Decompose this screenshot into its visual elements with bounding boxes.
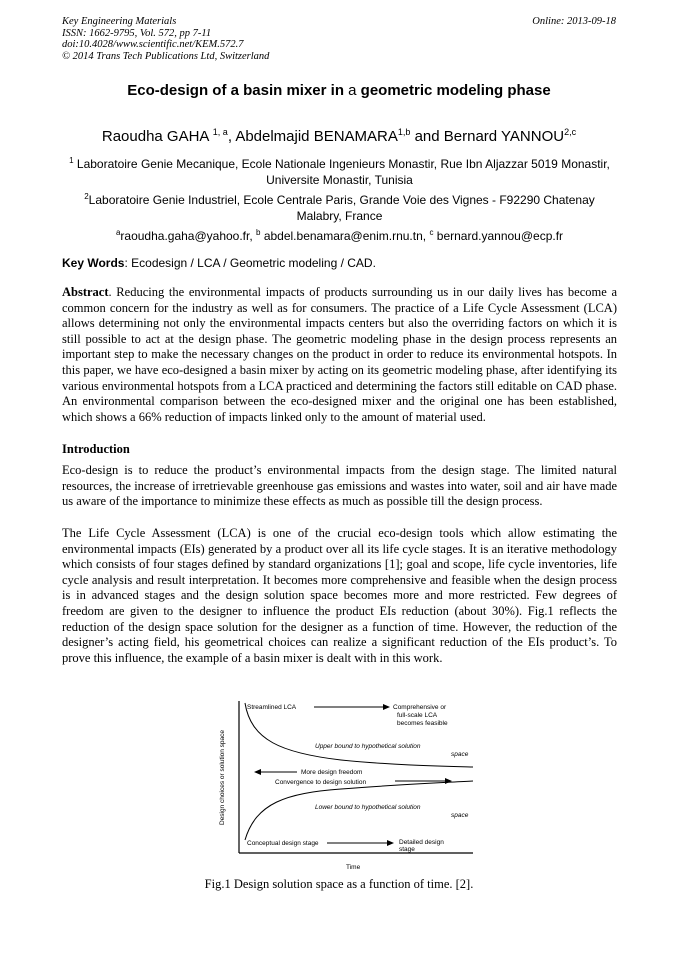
abstract (62, 285, 617, 425)
x-axis-label: Time (346, 864, 361, 871)
figure-1 (211, 695, 481, 873)
intro-paragraph-2: The Life Cycle Assessment (LCA) is one of the crucial eco-design tools which allow estimating the environmental impacts (EIs) generated by a product over all its life cycle stages. It is an iterative methodology which consists of four stages defined by standard organizations [1]; goal and scope, life cycle inventories, life cycle analysis and result interpretation. It becomes more comprehensive and feasible when the design process is in advanced stages and the design solution space becomes more and more restricted. Few degrees of freedom are given to the designer to influence the product EIs reduction (about 30%). Fig.1 reflects the reduction of the design space solution for the designer as a function of time. However, the reduction of the designer’s acting field, his geometrical choices can realize a significant reduction of the EIs product’s. To prove this influence, the example of a basin mixer is dealt with in this work. (62, 526, 617, 665)
copyright: © 2014 Trans Tech Publications Ltd, Switzerland (62, 50, 270, 62)
y-axis-label: Design choices or solution space (219, 729, 226, 825)
email-1[interactable]: raoudha.gaha@yahoo.fr, (120, 229, 257, 243)
journal-name: Key Engineering Materials (62, 16, 177, 27)
abstract-label: Abstract (62, 285, 109, 299)
affiliation-2 (62, 189, 617, 224)
email-2-sup: b (256, 228, 261, 237)
affiliation-1-sup: 1 (69, 156, 74, 165)
detailed-stage-label-2: stage (399, 846, 415, 853)
lower-bound-label-2: space (451, 812, 469, 819)
title-part-3: geometric modeling phase (360, 82, 551, 99)
keywords (62, 255, 617, 271)
upper-bound-curve (245, 703, 473, 767)
author-2-sup: 1,b (397, 127, 411, 137)
title-part-2: a (348, 82, 357, 99)
upper-bound-label-2: space (451, 751, 469, 758)
abstract-text: . Reducing the environmental impacts of products surrounding us in our daily lives has become a common concern for the industry as well as for consumers. The practice of a Life Cycle Assessment (LCA) allows determining not only the environmental impacts centers but also the overriding factors on which it is still possible to act at the design phase. The geometric modeling phase in the design process represents an important step to make the necessary changes on the product in order to reduce its environmental hotspots. In this paper, we have eco-designed a basin mixer by acting on its geometric modeling phase, after identifying its various environmental hotspots from a LCA practiced and determining the factors still editable on CAD phase. An environmental comparison between the eco-designed mixer and the original one has been established, which shows a 66% reduction of impacts linked only to the amount of material used. (62, 285, 617, 424)
email-3-sup: c (429, 228, 434, 237)
affiliation-2-text: Laboratoire Genie Industriel, Ecole Centrale Paris, Grande Voie des Vignes - F92290 Chatenay Malabry, France (88, 193, 595, 223)
comprehensive-label-2: full-scale LCA (397, 712, 438, 719)
author-3: and Bernard YANNOU (410, 128, 565, 145)
design-space-diagram (211, 695, 481, 873)
email-2[interactable]: abdel.benamara@enim.rnu.tn, (260, 229, 430, 243)
affiliation-1 (62, 153, 617, 188)
online-date: Online: 2013-09-18 (532, 16, 616, 27)
comprehensive-label-1: Comprehensive or (393, 704, 447, 711)
title-part-1: Eco-design of a basin mixer in (127, 82, 344, 99)
keywords-label: Key Words (62, 256, 125, 270)
email-line (62, 225, 617, 244)
figure-caption: Fig.1 Design solution space as a function of time. [2]. (204, 877, 474, 891)
author-2: , Abdelmajid BENAMARA (227, 128, 398, 145)
author-3-sup: 2,c (564, 127, 577, 137)
affiliation-1-text: Laboratoire Genie Mecanique, Ecole Nationale Ingenieurs Monastir, Rue Ibn Aljazzar 5019 Monastir, Universite Monastir, Tunisia (73, 157, 610, 187)
keywords-text: : Ecodesign / LCA / Geometric modeling / CAD. (124, 256, 376, 270)
upper-bound-label-1: Upper bound to hypothetical solution (315, 743, 421, 750)
intro-paragraph-1: Eco-design is to reduce the product’s environmental impacts from the design stage. The limited natural resources, the increase of irretrievable greenhouse gas emissions and wastes into water, soil and air have made us aware of the importance to minimize these effects as much as possible till the design process. (62, 463, 617, 509)
conceptual-stage-label: Conceptual design stage (247, 840, 319, 847)
affiliation-2-sup: 2 (84, 192, 89, 201)
author-1: Raoudha GAHA (101, 128, 209, 145)
convergence-label: Convergence to design solution (275, 779, 367, 786)
streamlined-lca-label: Streamlined LCA (247, 704, 297, 711)
section-heading-introduction: Introduction (62, 442, 130, 456)
email-1-sup: a (115, 228, 121, 237)
authors (0, 127, 678, 145)
author-1-sup: 1, a (212, 127, 228, 137)
journal-header (62, 16, 616, 62)
issn: ISSN: 1662-9795, Vol. 572, pp 7-11 (62, 27, 212, 39)
design-freedom-label: More design freedom (301, 769, 363, 776)
doi: doi:10.4028/www.scientific.net/KEM.572.7 (62, 39, 244, 50)
comprehensive-label-3: becomes feasible (397, 720, 448, 727)
email-3[interactable]: bernard.yannou@ecp.fr (433, 229, 564, 243)
lower-bound-label-1: Lower bound to hypothetical solution (315, 804, 421, 811)
paper-title (0, 82, 678, 99)
detailed-stage-label-1: Detailed design (399, 839, 444, 846)
